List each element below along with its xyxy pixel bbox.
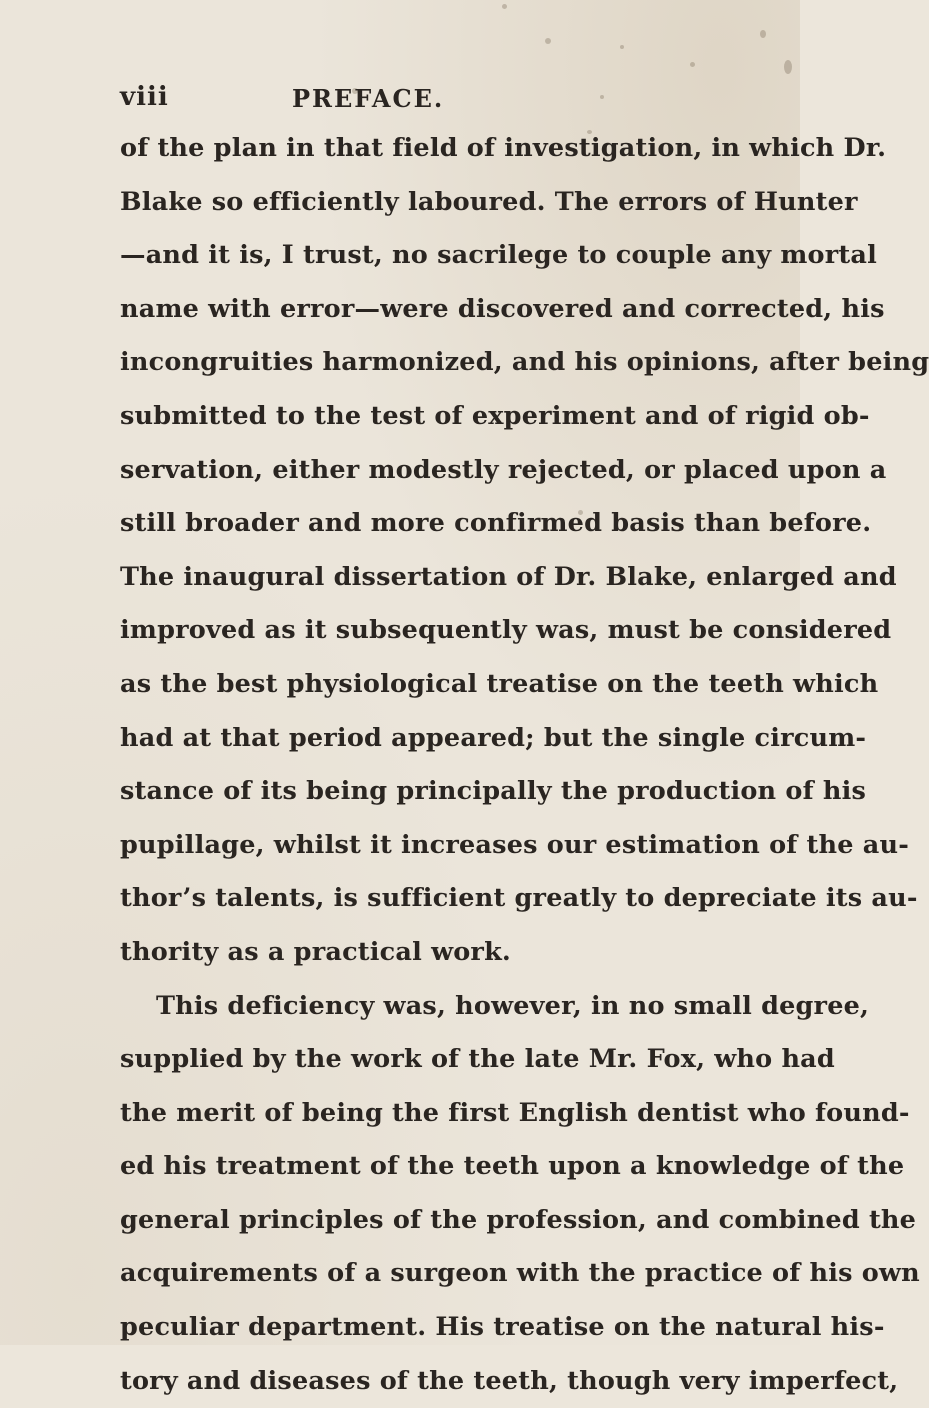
page-header <box>120 82 780 122</box>
text-line: pupillage, whilst it increases our estimation of the au- <box>120 829 909 860</box>
text-line: stance of its being principally the production of his <box>120 776 867 807</box>
text-line: servation, either modestly rejected, or placed upon a <box>120 454 887 485</box>
text-line: thor’s talents, is sufficient greatly to depreciate its au- <box>120 883 918 914</box>
text-line: general principles of the profession, and combined the <box>120 1204 917 1235</box>
paper-speck <box>620 45 624 49</box>
page-number: viii <box>120 82 169 112</box>
text-line: acquirements of a surgeon with the practice of his own <box>120 1258 920 1289</box>
paper-speck <box>760 30 766 38</box>
text-line: as the best physiological treatise on the teeth which <box>120 668 879 699</box>
text-line: submitted to the test of experiment and of rigid ob- <box>120 400 870 431</box>
body-text <box>120 122 929 1408</box>
paper-speck <box>784 60 792 74</box>
paper-speck <box>502 4 507 9</box>
text-line: the merit of being the first English dentist who found- <box>120 1097 910 1128</box>
text-line: name with error—were discovered and corrected, his <box>120 293 885 324</box>
text-line: supplied by the work of the late Mr. Fox, who had <box>120 1044 835 1075</box>
paragraph-start-line: This deficiency was, however, in no small degree, <box>156 990 870 1021</box>
text-line: —and it is, I trust, no sacrilege to couple any mortal <box>120 240 877 271</box>
paragraph-end-line: thority as a practical work. <box>120 936 512 967</box>
paper-speck <box>545 38 551 44</box>
text-line: incongruities harmonized, and his opinions, after being <box>120 347 929 378</box>
text-line: The inaugural dissertation of Dr. Blake, enlarged and <box>120 561 897 592</box>
text-line: improved as it subsequently was, must be considered <box>120 615 892 646</box>
text-line: peculiar department. His treatise on the natural his- <box>120 1312 885 1343</box>
running-head: PREFACE. <box>292 84 445 113</box>
text-line: tory and diseases of the teeth, though very imperfect, <box>120 1365 899 1396</box>
text-line: had at that period appeared; but the single circum- <box>120 722 867 753</box>
text-line: still broader and more confirmed basis than before. <box>120 508 872 539</box>
text-line: ed his treatment of the teeth upon a knowledge of the <box>120 1151 905 1182</box>
text-line: Blake so efficiently laboured. The errors of Hunter <box>120 186 858 217</box>
paper-speck <box>690 62 695 67</box>
text-line: of the plan in that field of investigation, in which Dr. <box>120 133 887 163</box>
